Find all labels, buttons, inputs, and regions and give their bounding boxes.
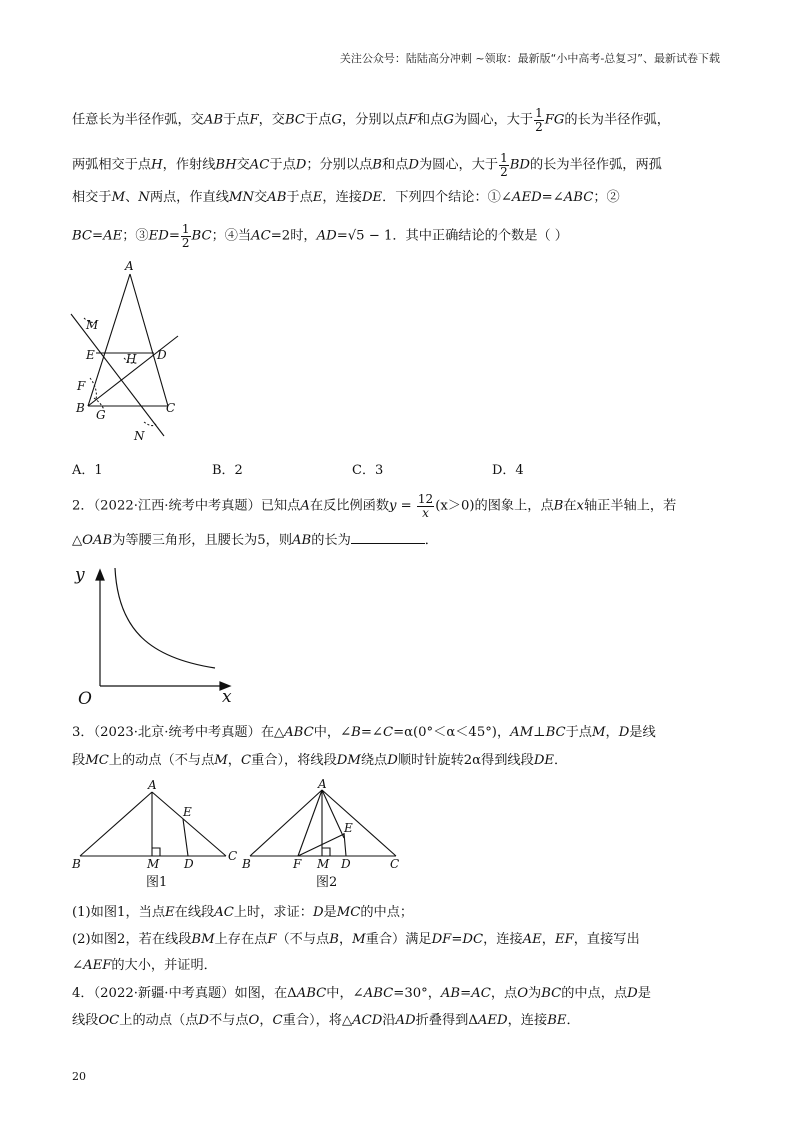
svg-text:G: G <box>96 408 106 422</box>
svg-text:C: C <box>166 401 176 415</box>
svg-text:A: A <box>125 259 134 273</box>
fraction-half: $\frac{1}{2}$ <box>181 222 190 250</box>
svg-text:E: E <box>183 805 192 819</box>
q3-sub-1: (1)如图1，当点E在线段AC上时，求证：D是MC的中点； <box>72 905 414 920</box>
q1-option-a[interactable]: A．1 <box>72 463 103 478</box>
fraction-12-over-x: $\frac{12}{x}$ <box>417 492 434 520</box>
q2-line-1: 2．（2022·江西·统考中考真题）已知点A在反比例函数y = $\frac{12}{x}$ (x＞0)的图象上，点B在x轴正半轴上，若 <box>72 492 677 520</box>
svg-text:x: x <box>222 687 232 707</box>
q4-line-1: 4．（2022·新疆·中考真题）如图，在ΔABC中，∠ABC=30°，AB=AC，点O为BC的中点，点D是 <box>72 986 651 1001</box>
q1-line-3: 相交于M、N两点，作直线MN交AB于点E，连接DE．下列四个结论：①∠AED=∠ABC；② <box>72 190 620 205</box>
svg-text:C: C <box>390 857 400 871</box>
fraction-half: $\frac{1}{2}$ <box>535 106 543 134</box>
q1-line-4: BC=AE；③ED= $\frac{1}{2}$ BC；④当AC=2时，AD=√5 − 1．其中正确结论的个数是（ ） <box>72 222 568 250</box>
q1-line-2: 两弧相交于点H，作射线BH交AC于点D；分别以点B和点D为圆心，大于 $\frac{1}{2}$ BD的长为半径作弧，两孤 <box>72 151 662 179</box>
svg-text:B: B <box>242 857 251 871</box>
q1-line-1: 任意长为半径作弧，交AB于点F，交BC于点G，分别以点F和点G为圆心，大于 $\frac{1}{2}$ FG的长为半径作弧， <box>72 106 670 134</box>
fig2-caption: 图2 <box>316 875 338 890</box>
q3-line-2: 段MC上的动点（不与点M，C重合），将线段DM绕点D顺时针旋转2α得到线段DE． <box>72 753 568 768</box>
svg-text:D: D <box>341 857 351 871</box>
q2-line-2: △OAB为等腰三角形，且腰长为5，则AB的长为 ． <box>72 533 438 548</box>
svg-text:M: M <box>86 318 99 332</box>
svg-text:D: D <box>157 348 167 362</box>
svg-text:B: B <box>72 857 81 871</box>
q1-option-b[interactable]: B．2 <box>212 463 243 478</box>
svg-text:E: E <box>344 821 353 835</box>
answer-blank[interactable] <box>351 532 425 544</box>
svg-text:B: B <box>76 401 85 415</box>
q1-option-d[interactable]: D．4 <box>492 463 524 478</box>
fraction-half: $\frac{1}{2}$ <box>500 151 508 179</box>
svg-text:H: H <box>126 352 137 366</box>
q2-graph <box>70 560 250 710</box>
svg-text:C: C <box>228 849 238 863</box>
svg-text:M: M <box>147 857 160 871</box>
svg-text:A: A <box>148 778 157 792</box>
fig1-caption: 图1 <box>146 875 168 890</box>
q3-figure-1 <box>70 778 245 893</box>
svg-text:F: F <box>77 379 86 393</box>
q3-figure-2 <box>240 778 415 893</box>
q1-figure <box>68 258 208 448</box>
q4-line-2: 线段OC上的动点（点D不与点O，C重合），将△ACD沿AD折叠得到ΔAED，连接BE． <box>72 1013 580 1028</box>
svg-text:A: A <box>318 778 327 791</box>
q1-option-c[interactable]: C．3 <box>352 463 384 478</box>
svg-text:F: F <box>293 857 302 871</box>
svg-text:E: E <box>86 348 95 362</box>
page-number: 20 <box>72 1070 86 1083</box>
svg-text:M: M <box>317 857 330 871</box>
svg-text:D: D <box>184 857 194 871</box>
q3-line-1: 3．（2023·北京·统考中考真题）在△ABC中，∠B=∠C=α(0°＜α＜45°)，AM⊥BC于点M，D是线 <box>72 725 656 740</box>
q3-sub-2-line-1: (2)如图2，若在线段BM上存在点F（不与点B，M重合）满足DF=DC，连接AE，EF，直接写出 <box>72 932 640 947</box>
svg-text:N: N <box>134 429 145 443</box>
svg-text:O: O <box>78 689 92 709</box>
q3-sub-2-line-2: ∠AEF的大小，并证明． <box>72 958 217 973</box>
page-header: 关注公众号：陆陆高分冲刺 ~领取：最新版“小中高考-总复习”、最新试卷下载 <box>339 52 720 65</box>
svg-text:y: y <box>75 565 85 585</box>
